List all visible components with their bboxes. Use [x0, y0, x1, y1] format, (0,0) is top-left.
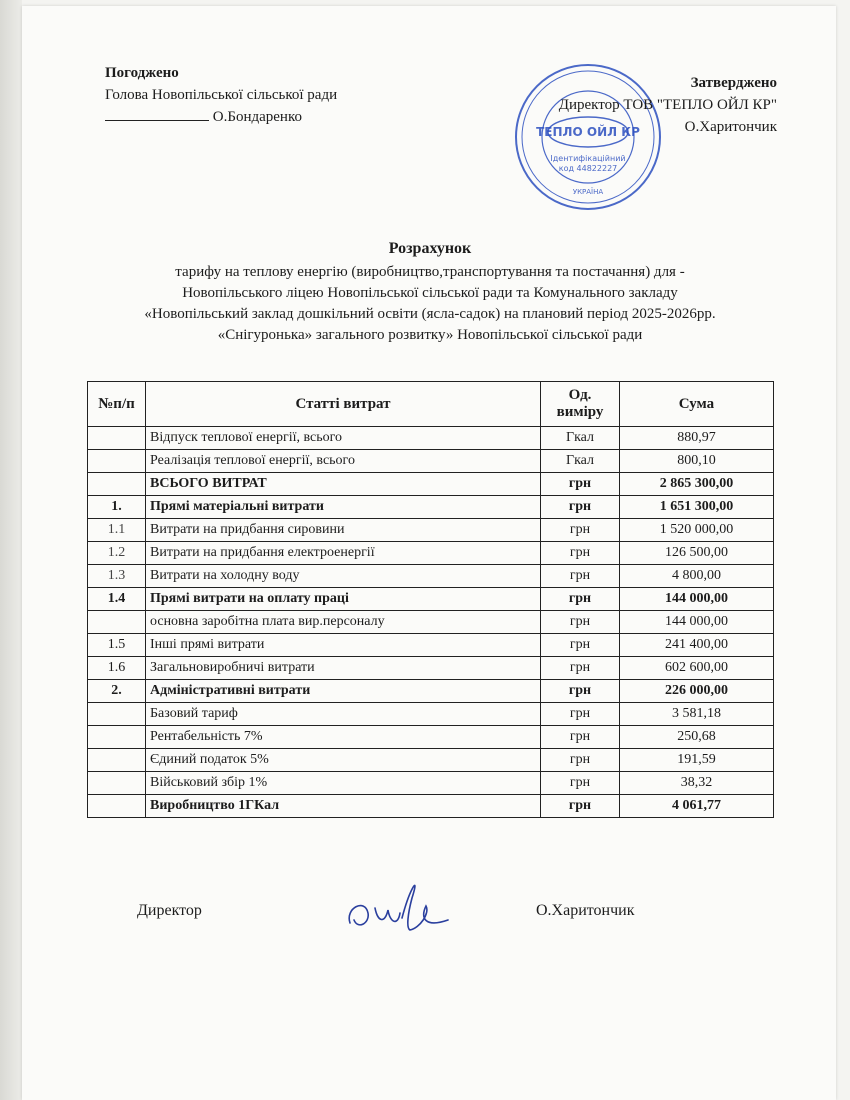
row-unit: грн: [541, 519, 620, 542]
row-item: Прямі матеріальні витрати: [146, 496, 541, 519]
row-number: [88, 749, 146, 772]
approval-right-heading: Затверджено: [690, 75, 777, 91]
row-number: [88, 726, 146, 749]
table-row: [88, 519, 774, 542]
table-row: [88, 749, 774, 772]
row-item: Єдиний податок 5%: [146, 749, 541, 772]
row-sum: 1 520 000,00: [620, 519, 774, 542]
table-row: [88, 795, 774, 818]
row-number: [88, 427, 146, 450]
subtitle-line: Новопільського ліцею Новопільської сільської ради та Комунального закладу: [182, 285, 678, 301]
row-sum: 191,59: [620, 749, 774, 772]
row-sum: 2 865 300,00: [620, 473, 774, 496]
row-unit: грн: [541, 588, 620, 611]
approval-right: [532, 72, 777, 138]
row-sum: 144 000,00: [620, 588, 774, 611]
header-unit: Од. виміру: [541, 382, 620, 427]
row-unit: грн: [541, 473, 620, 496]
approval-left-heading: Погоджено: [105, 65, 179, 81]
approval-left: [105, 62, 337, 128]
row-item: Витрати на придбання сировини: [146, 519, 541, 542]
row-number: 1.3: [88, 565, 146, 588]
header-item: Статті витрат: [146, 382, 541, 427]
row-item: Військовий збір 1%: [146, 772, 541, 795]
row-number: 1.5: [88, 634, 146, 657]
table-row: [88, 565, 774, 588]
row-item: Адміністративні витрати: [146, 680, 541, 703]
row-number: [88, 450, 146, 473]
row-unit: грн: [541, 680, 620, 703]
row-unit: грн: [541, 634, 620, 657]
approval-left-signature-line: [105, 106, 337, 128]
row-number: 1.4: [88, 588, 146, 611]
document-subtitle: [90, 262, 770, 346]
table-row: [88, 680, 774, 703]
table-row: [88, 542, 774, 565]
row-number: [88, 772, 146, 795]
page-edge: [0, 0, 22, 1100]
table-row: [88, 588, 774, 611]
row-item: основна заробітна плата вир.персоналу: [146, 611, 541, 634]
row-unit: грн: [541, 749, 620, 772]
row-sum: 1 651 300,00: [620, 496, 774, 519]
row-unit: грн: [541, 703, 620, 726]
row-item: ВСЬОГО ВИТРАТ: [146, 473, 541, 496]
table-row: [88, 496, 774, 519]
row-number: [88, 611, 146, 634]
header-sum: Сума: [620, 382, 774, 427]
footer-name: О.Харитончик: [536, 902, 635, 919]
row-item: Реалізація теплової енергії, всього: [146, 450, 541, 473]
row-sum: 226 000,00: [620, 680, 774, 703]
row-sum: 4 800,00: [620, 565, 774, 588]
row-item: Витрати на придбання електроенергії: [146, 542, 541, 565]
footer-position: Директор: [137, 902, 202, 919]
row-unit: грн: [541, 657, 620, 680]
stamp-country: УКРАЇНА: [572, 188, 604, 196]
row-unit: Гкал: [541, 427, 620, 450]
table-row: [88, 726, 774, 749]
stamp-center-text: ТЕПЛО ОЙЛ КР: [536, 125, 640, 139]
row-item: Прямі витрати на оплату праці: [146, 588, 541, 611]
stamp-code: код 44822227: [558, 164, 618, 173]
row-number: 1.2: [88, 542, 146, 565]
row-sum: 250,68: [620, 726, 774, 749]
director-signature: [340, 868, 460, 943]
row-number: 2.: [88, 680, 146, 703]
row-unit: грн: [541, 726, 620, 749]
table-row: [88, 772, 774, 795]
row-sum: 800,10: [620, 450, 774, 473]
table-row: [88, 473, 774, 496]
row-sum: 126 500,00: [620, 542, 774, 565]
table-header-row: [88, 382, 774, 427]
row-sum: 4 061,77: [620, 795, 774, 818]
row-sum: 241 400,00: [620, 634, 774, 657]
row-sum: 144 000,00: [620, 611, 774, 634]
row-sum: 602 600,00: [620, 657, 774, 680]
table-row: [88, 657, 774, 680]
row-item: Загальновиробничі витрати: [146, 657, 541, 680]
row-unit: Гкал: [541, 450, 620, 473]
approval-left-name: О.Бондаренко: [212, 109, 302, 125]
document-title: Розрахунок: [388, 240, 472, 257]
row-item: Базовий тариф: [146, 703, 541, 726]
subtitle-line: «Новопільський заклад дошкільний освіти (ясла-садок) на плановий період 2025-2026рр.: [144, 306, 716, 322]
table-row: [88, 703, 774, 726]
row-unit: грн: [541, 542, 620, 565]
row-unit: грн: [541, 772, 620, 795]
row-number: [88, 795, 146, 818]
row-item: Інші прямі витрати: [146, 634, 541, 657]
table-row: [88, 634, 774, 657]
table-row: [88, 427, 774, 450]
approval-right-name: О.Харитончик: [684, 119, 777, 135]
approval-left-position: Голова Новопільської сільської ради: [105, 87, 338, 103]
row-number: [88, 703, 146, 726]
subtitle-line: тарифу на теплову енергію (виробництво,транспортування та постачання) для -: [175, 264, 685, 280]
table-row: [88, 611, 774, 634]
header-number: №п/п: [88, 382, 146, 427]
signature-blank: [105, 106, 209, 121]
table-row: [88, 450, 774, 473]
row-sum: 880,97: [620, 427, 774, 450]
stamp-code-label: Ідентифікаційний: [550, 154, 626, 163]
approval-right-position: Директор ТОВ "ТЕПЛО ОЙЛ КР": [558, 97, 777, 113]
row-item: Виробництво 1ГКал: [146, 795, 541, 818]
row-unit: грн: [541, 611, 620, 634]
cost-table: [87, 381, 774, 818]
row-unit: грн: [541, 496, 620, 519]
row-item: Рентабельність 7%: [146, 726, 541, 749]
row-sum: 3 581,18: [620, 703, 774, 726]
row-item: Відпуск теплової енергії, всього: [146, 427, 541, 450]
row-number: 1.1: [88, 519, 146, 542]
row-unit: грн: [541, 795, 620, 818]
row-number: [88, 473, 146, 496]
row-number: 1.: [88, 496, 146, 519]
row-unit: грн: [541, 565, 620, 588]
row-sum: 38,32: [620, 772, 774, 795]
row-item: Витрати на холодну воду: [146, 565, 541, 588]
subtitle-line: «Снігуронька» загального розвитку» Новопільської сільської ради: [217, 327, 643, 343]
row-number: 1.6: [88, 657, 146, 680]
